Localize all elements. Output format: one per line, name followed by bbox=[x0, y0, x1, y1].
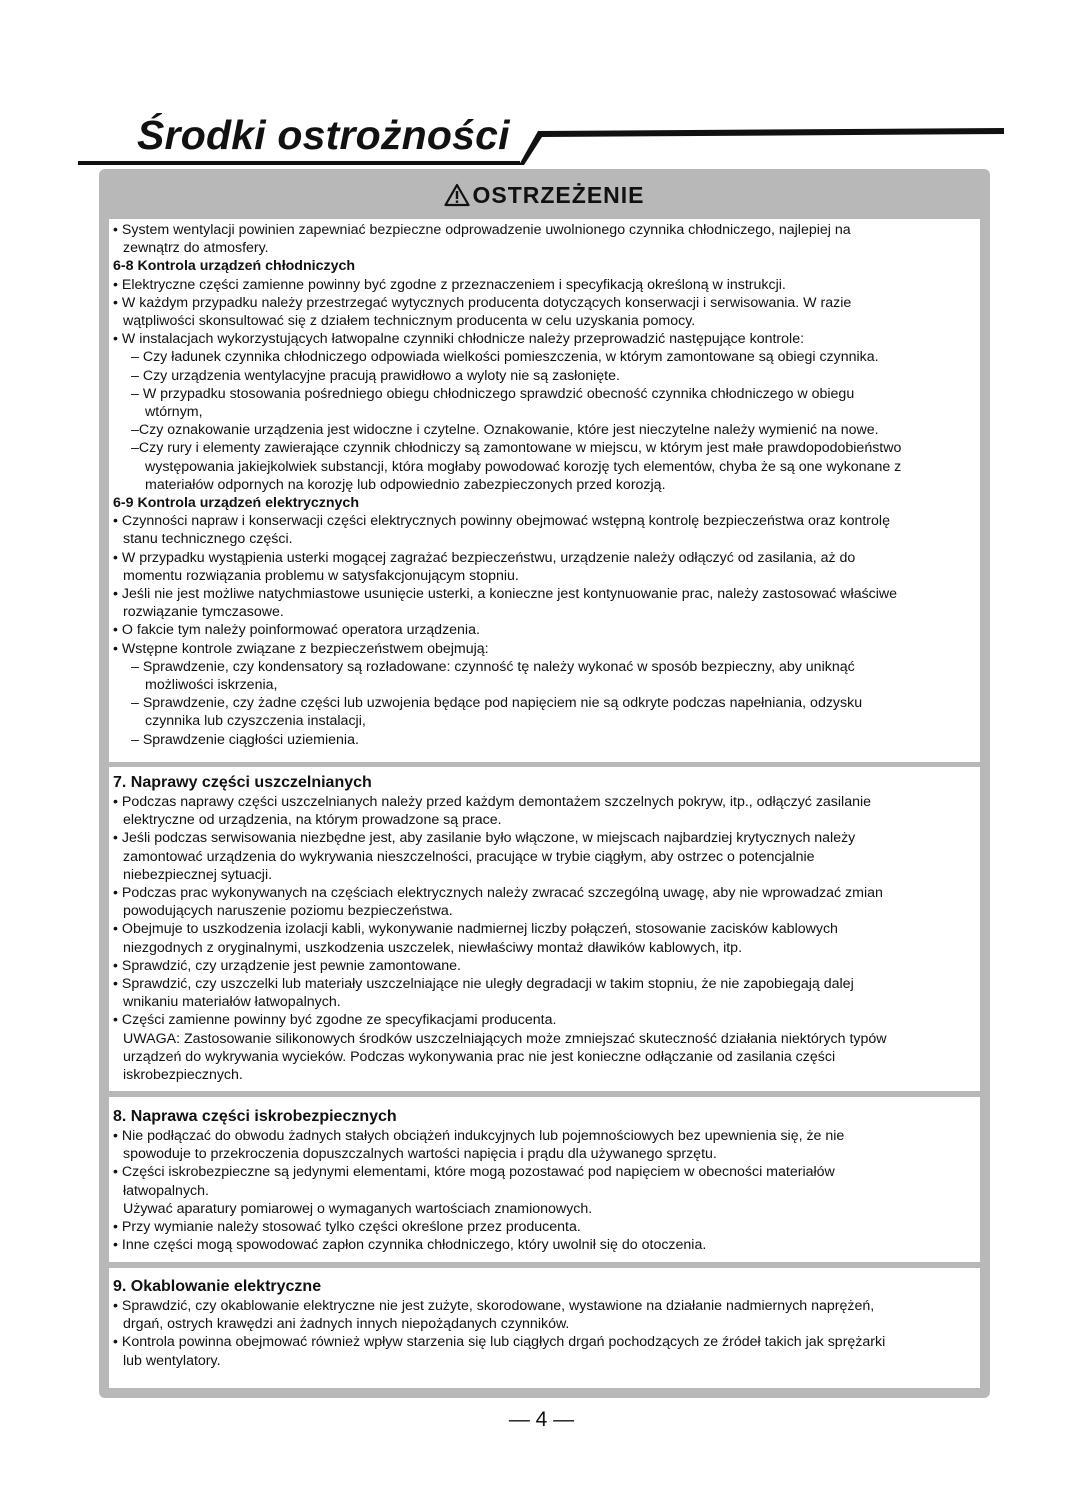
text-line: wtórnym, bbox=[145, 404, 203, 421]
text-line: niezgodnych z oryginalnymi, uszkodzenia uszczelek, niewłaściwy montaż dławików kablowych, itp. bbox=[123, 939, 743, 956]
text-line: • Jeśli podczas serwisowania niezbędne jest, aby zasilanie było włączone, w miejscach najbardziej krytycznych należy bbox=[113, 830, 856, 847]
text-line: iskrobezpiecznych. bbox=[123, 1067, 243, 1084]
text-line: • Części iskrobezpieczne są jedynymi elementami, które mogą pozostawać pod napięciem w obecności materiałów bbox=[113, 1164, 835, 1181]
text-line: • Wstępne kontrole związane z bezpieczeństwem obejmują: bbox=[113, 640, 489, 657]
text-line: Używać aparatury pomiarowej o wymaganych wartościach znamionowych. bbox=[123, 1200, 593, 1217]
text-line: materiałów odpornych na korozję lub odpowiednio zabezpieczonych przed korozją. bbox=[145, 476, 666, 493]
warning-header-text: OSTRZEŻENIE bbox=[472, 182, 645, 208]
text-line: –Czy rury i elementy zawierające czynnik chłodniczy są zamontowane w miejscu, w którym jest małe prawdopodobieństwo bbox=[131, 440, 902, 457]
text-line: wnikaniu materiałów łatwopalnych. bbox=[123, 994, 341, 1011]
text-line: • Jeśli nie jest możliwe natychmiastowe usunięcie usterki, a konieczne jest kontynuowanie prac, należy zastosować właściwe bbox=[113, 586, 898, 603]
text-line: • Nie podłączać do obwodu żadnych stałych obciążeń indukcyjnych lub pojemnościowych bez upewnienia się, że nie bbox=[113, 1128, 845, 1144]
text-line: momentu rozwiązania problemu w satysfakcjonującym stopniu. bbox=[123, 567, 519, 584]
section-heading: 9. Okablowanie elektryczne bbox=[113, 1278, 322, 1295]
text-line: czynnika lub czyszczenia instalacji, bbox=[145, 713, 366, 730]
warning-header bbox=[99, 169, 990, 219]
text-line: • Elektryczne części zamienne powinny być zgodne z przeznaczeniem i specyfikacją określoną w instrukcji. bbox=[113, 276, 786, 293]
section-sealed-parts bbox=[109, 767, 980, 1091]
text-line: elektryczne od urządzenia, na którym prowadzone są prace. bbox=[123, 812, 502, 829]
text-line: –Czy oznakowanie urządzenia jest widoczne i czytelne. Oznakowanie, które jest nieczytelne należy wymienić na nowe. bbox=[131, 422, 879, 439]
section-heading: 6-9 Kontrola urządzeń elektrycznych bbox=[113, 495, 359, 512]
text-line: • Czynności napraw i konserwacji części elektrycznych powinny obejmować wstępną kontrolę bezpieczeństwa oraz kontrolę bbox=[113, 513, 890, 530]
text-line: – Sprawdzenie, czy kondensatory są rozładowane: czynność tę należy wykonać w sposób bezpieczny, aby uniknąć bbox=[131, 658, 855, 675]
page-title: Środki ostrożności bbox=[137, 112, 510, 158]
section-intrinsically-safe bbox=[109, 1097, 980, 1262]
text-line: • Obejmuje to uszkodzenia izolacji kabli, wykonywanie nadmiernej liczby połączeń, stosowanie zacisków kablowych bbox=[113, 921, 838, 938]
section-heading: 8. Naprawa części iskrobezpiecznych bbox=[113, 1108, 397, 1125]
text-line: lub wentylatory. bbox=[123, 1352, 221, 1369]
text-line: niebezpiecznej sytuacji. bbox=[123, 866, 273, 883]
section-general bbox=[109, 219, 980, 762]
text-line: • Podczas prac wykonywanych na częściach elektrycznych należy zwracać szczególną uwagę, aby nie wprowadzać zmian bbox=[113, 885, 883, 902]
page-number: — 4 — bbox=[508, 1408, 575, 1431]
text-line: – Sprawdzenie, czy żadne części lub uzwojenia będące pod napięciem nie są odkryte podczas napełniania, odzysku bbox=[131, 695, 863, 712]
text-line: zamontować urządzenia do wykrywania nieszczelności, pracujące w trybie ciągłym, aby ostrzec o potencjalnie bbox=[123, 848, 815, 865]
text-line: • Przy wymianie należy stosować tylko części określone przez producenta. bbox=[113, 1219, 581, 1236]
text-line: urządzeń do wykrywania wycieków. Podczas wykonywania prac nie jest konieczne odłączanie od zasilania części bbox=[123, 1048, 836, 1065]
text-line: łatwopalnych. bbox=[123, 1182, 209, 1199]
text-line: – Sprawdzenie ciągłości uziemienia. bbox=[131, 731, 359, 748]
text-line: drgań, ostrych krawędzi ani żadnych innych niepożądanych czynników. bbox=[123, 1316, 570, 1333]
text-line: możliwości iskrzenia, bbox=[145, 677, 278, 694]
text-line: • W przypadku wystąpienia usterki mogącej zagrażać bezpieczeństwu, urządzenie należy odłączyć od zasilania, aż do bbox=[113, 549, 856, 566]
text-line: • W każdym przypadku należy przestrzegać wytycznych producenta dotyczących konserwacji i serwisowania. W razie bbox=[113, 294, 852, 311]
text-line: UWAGA: Zastosowanie silikonowych środków uszczelniających może zmniejszać skuteczność działania niektórych typów bbox=[123, 1030, 887, 1047]
text-line: • Inne części mogą spowodować zapłon czynnika chłodniczego, który uwolnił się do otoczenia. bbox=[113, 1237, 707, 1254]
text-line: • Podczas naprawy części uszczelnianych należy przed każdym demontażem szczelnych pokryw, itp., odłączyć zasilanie bbox=[113, 794, 872, 810]
text-line: stanu technicznego części. bbox=[123, 531, 293, 548]
text-line: • W instalacjach wykorzystujących łatwopalne czynniki chłodnicze należy przeprowadzić następujące kontrole: bbox=[113, 331, 805, 348]
text-line: – Czy urządzenia wentylacyjne pracują prawidłowo a wyloty nie są zasłonięte. bbox=[131, 367, 620, 384]
warning-triangle-icon bbox=[444, 183, 470, 213]
text-line: • Części zamienne powinny być zgodne ze specyfikacjami producenta. bbox=[113, 1012, 557, 1029]
text-line: • System wentylacji powinien zapewniać bezpieczne odprowadzenie uwolnionego czynnika chłodniczego, najlepiej na bbox=[113, 222, 851, 238]
section-heading: 6-8 Kontrola urządzeń chłodniczych bbox=[113, 258, 356, 275]
text-line: wątpliwości skonsultować się z działem technicznym producenta w celu uzyskania pomocy. bbox=[123, 313, 696, 330]
text-line: • Sprawdzić, czy okablowanie elektryczne nie jest zużyte, skorodowane, wystawione na działanie nadmiernych naprężeń, bbox=[113, 1298, 875, 1314]
section-heading: 7. Naprawy części uszczelnianych bbox=[113, 774, 372, 791]
text-line: zewnątrz do atmosfery. bbox=[123, 240, 269, 257]
text-line: • Sprawdzić, czy uszczelki lub materiały uszczelniające nie uległy degradacji w takim stopniu, że nie zapobiegają dalej bbox=[113, 976, 854, 993]
text-line: – Czy ładunek czynnika chłodniczego odpowiada wielkości pomieszczenia, w którym zamontowane są obiegi czynnika. bbox=[131, 349, 879, 366]
text-line: występowania jakiejkolwiek substancji, która mogłaby powodować korozję tych elementów, chyba że są one wykonane z bbox=[145, 458, 902, 475]
text-line: – W przypadku stosowania pośredniego obiegu chłodniczego sprawdzić obecność czynnika chłodniczego w obiegu bbox=[131, 385, 855, 402]
text-line: spowoduje to przekroczenia dopuszczalnych wartości napięcia i prądu dla używanego sprzętu. bbox=[123, 1146, 717, 1163]
section-wiring bbox=[109, 1268, 980, 1388]
text-line: • Kontrola powinna obejmować również wpływ starzenia się lub ciągłych drgań pochodzących ze źródeł takich jak sprężarki bbox=[113, 1334, 886, 1351]
text-line: rozwiązanie tymczasowe. bbox=[123, 604, 284, 621]
title-underline bbox=[0, 0, 1083, 175]
text-line: powodujących naruszenie poziomu bezpieczeństwa. bbox=[123, 903, 453, 920]
text-line: • Sprawdzić, czy urządzenie jest pewnie zamontowane. bbox=[113, 957, 462, 974]
text-line: • O fakcie tym należy poinformować operatora urządzenia. bbox=[113, 622, 480, 639]
